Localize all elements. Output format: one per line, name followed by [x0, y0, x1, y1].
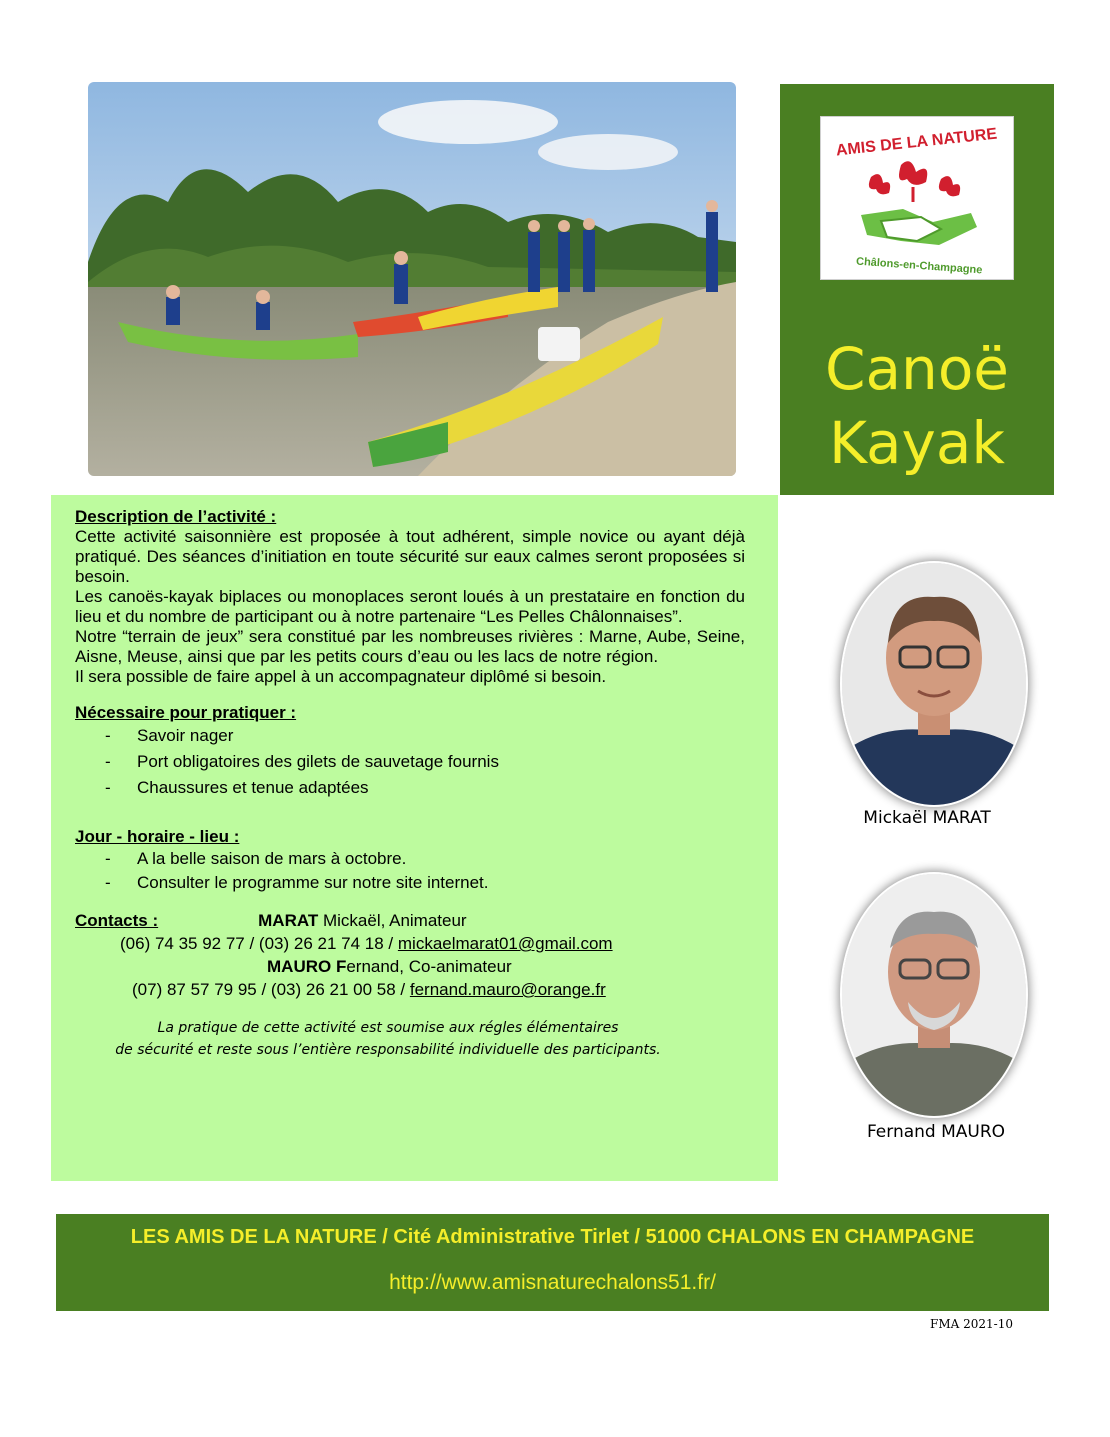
- footer-address: LES AMIS DE LA NATURE / Cité Administrative Tirlet / 51000 CHALONS EN CHAMPAGNE: [130, 1226, 975, 1248]
- email-link[interactable]: fernand.mauro@orange.fr: [409, 980, 606, 999]
- portrait-fernand: [842, 874, 1026, 1116]
- logo-bottom-text: Châlons-en-Champagne: [855, 255, 983, 277]
- description-paragraph: Il sera possible de faire appel à un accompagnateur diplômé si besoin.: [75, 667, 607, 686]
- footer-banner: [56, 1214, 1049, 1311]
- description-heading: Description de l’activité :: [75, 507, 277, 526]
- list-item: - Consulter le programme sur notre site internet.: [105, 873, 489, 892]
- description-paragraph: Cette activité saisonnière est proposée à tout adhérent, simple novice ou ayant déjà pratiqué. Des séances d’initiation en toute sécurité sur eaux calmes seront proposées si besoin.: [75, 527, 745, 586]
- email-link[interactable]: mickaelmarat01@gmail.com: [397, 934, 613, 953]
- page-title: [780, 332, 1054, 480]
- contacts-heading: Contacts :: [75, 911, 159, 930]
- disclaimer: La pratique de cette activité est soumise aux régles élémentaires de sécurité et reste sous l’entière responsabilité individuelle des participants.: [115, 1020, 661, 1058]
- title-line1: Canoë: [825, 335, 1009, 403]
- list-item: - Chaussures et tenue adaptées: [105, 778, 369, 797]
- person-name: Fernand MAURO: [866, 1122, 1006, 1142]
- logo-top-text: AMIS DE LA NATURE: [835, 125, 998, 160]
- association-logo: [820, 116, 1014, 280]
- jour-heading: Jour - horaire - lieu :: [75, 827, 240, 846]
- canoe-photo: [88, 82, 736, 476]
- list-item: - Port obligatoires des gilets de sauvetage fournis: [105, 752, 499, 771]
- portrait-mickael: [842, 563, 1026, 805]
- document-code: FMA 2021-10: [930, 1317, 1013, 1331]
- website-link[interactable]: http://www.amisnaturechalons51.fr/: [389, 1271, 716, 1294]
- list-item: - A la belle saison de mars à octobre.: [105, 849, 407, 868]
- person-name: Mickaël MARAT: [863, 808, 991, 828]
- description-paragraph: Les canoës-kayak biplaces ou monoplaces seront loués à un prestataire en fonction du lieu et du nombre de participant ou à notre partenaire “Les Pelles Châlonnaises”.: [75, 587, 745, 626]
- contacts-section: Contacts : MARAT Mickaël, Animateur (06) 74 35 92 77 / (03) 26 21 74 18 / mickaelmarat01@gmail.com MAURO Fernand, Co-animateur (07) 87 57 79 95 / (03) 26 21 00 58 / fernand.mauro@orange.fr: [75, 911, 613, 999]
- necessaire-heading: Nécessaire pour pratiquer :: [75, 703, 297, 722]
- description-paragraph: Notre “terrain de jeux” sera constitué par les nombreuses rivières : Marne, Aube, Seine, Aisne, Meuse, ainsi que par les petits cours d’eau ou les lacs de notre région.: [75, 627, 745, 666]
- title-line2: Kayak: [828, 409, 1005, 477]
- list-item: - Savoir nager: [105, 726, 234, 745]
- description-section: [75, 507, 745, 1061]
